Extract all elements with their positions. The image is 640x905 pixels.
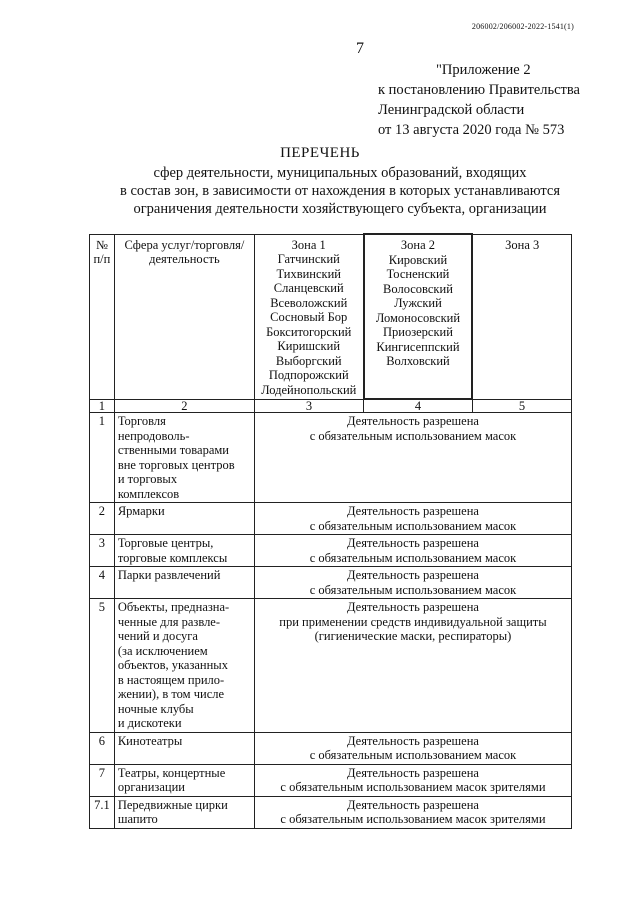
index-cell: 1 (90, 399, 115, 413)
row-sphere: Передвижные цирки шапито (114, 796, 254, 828)
subtitle-line-1: сфер деятельности, муниципальных образований, входящих (153, 165, 527, 181)
row-sphere: Театры, концертные организации (114, 764, 254, 796)
document-id: 206002/206002-2022-1541(1) (471, 22, 574, 31)
table-row (90, 413, 572, 503)
table-row (90, 503, 572, 535)
table-row (90, 732, 572, 764)
row-num: 2 (90, 503, 115, 535)
header-zone-2 (364, 234, 473, 399)
index-cell: 4 (364, 399, 473, 413)
appendix-line-1: "Приложение 2 (436, 62, 531, 78)
row-sphere: Объекты, предназна- ченные для развле- чений и досуга (за исключением объектов, указанных в настоящем прило- жении), в том числе ночные клубы и дискотеки (114, 599, 254, 733)
index-cell: 2 (114, 399, 254, 413)
row-num: 3 (90, 535, 115, 567)
row-num: 4 (90, 567, 115, 599)
subtitle-line-2: в состав зон, в зависимости от нахождения в которых устанавливаются (119, 183, 561, 199)
table-header-row (90, 234, 572, 399)
row-status: Деятельность разрешена с обязательным использованием масок зрителями (254, 796, 571, 828)
zone-1-title: Зона 1 (291, 237, 326, 252)
subtitle-line-3: ограничения деятельности хозяйствующего субъекта, организации (133, 201, 547, 217)
row-num: 1 (90, 413, 115, 503)
appendix-line-4: от 13 августа 2020 года № 573 (378, 122, 565, 138)
row-sphere: Ярмарки (114, 503, 254, 535)
document-subtitle (100, 164, 580, 218)
table-row (90, 535, 572, 567)
appendix-line-3: Ленинградской области (378, 102, 525, 118)
zone-3-title: Зона 3 (505, 237, 540, 252)
table-row (90, 796, 572, 828)
document-title: ПЕРЕЧЕНЬ (280, 145, 360, 161)
zone-1-list: Гатчинский Тихвинский Сланцевский Всеволожский Сосновый Бор Бокситогорский Киришский Выборгский Подпорожский Лодейнопольский (261, 252, 357, 397)
row-status: Деятельность разрешена с обязательным использованием масок (254, 413, 571, 503)
row-status: Деятельность разрешена с обязательным использованием масок (254, 535, 571, 567)
page-number: 7 (356, 40, 364, 57)
row-sphere: Кинотеатры (114, 732, 254, 764)
index-cell: 5 (472, 399, 571, 413)
appendix-line-2: к постановлению Правительства (378, 82, 580, 98)
row-num: 6 (90, 732, 115, 764)
row-num: 7 (90, 764, 115, 796)
zones-table (89, 233, 572, 829)
zone-2-title: Зона 2 (400, 238, 436, 252)
table-row (90, 567, 572, 599)
row-status: Деятельность разрешена при применении средств индивидуальной защиты (гигиенические маски, респираторы) (254, 599, 571, 733)
index-cell: 3 (254, 399, 363, 413)
table-row (90, 599, 572, 733)
row-num: 5 (90, 599, 115, 733)
appendix-block (378, 60, 608, 140)
row-sphere: Торговые центры, торговые комплексы (114, 535, 254, 567)
header-num: № п/п (90, 234, 115, 399)
row-status: Деятельность разрешена с обязательным использованием масок (254, 732, 571, 764)
row-sphere: Торговля непродоволь- ственными товарами вне торговых центров и торговых комплексов (114, 413, 254, 503)
header-sphere: Сфера услуг/торговля/ деятельность (114, 234, 254, 399)
row-status: Деятельность разрешена с обязательным использованием масок зрителями (254, 764, 571, 796)
row-status: Деятельность разрешена с обязательным использованием масок (254, 503, 571, 535)
header-zone-1 (254, 234, 363, 399)
row-sphere: Парки развлечений (114, 567, 254, 599)
zone-2-list: Кировский Тосненский Волосовский Лужский Ломоносовский Приозерский Кингисеппский Волховский (375, 252, 461, 368)
row-num: 7.1 (90, 796, 115, 828)
row-status: Деятельность разрешена с обязательным использованием масок (254, 567, 571, 599)
header-zone-3 (472, 234, 571, 399)
column-index-row (90, 399, 572, 413)
table-row (90, 764, 572, 796)
